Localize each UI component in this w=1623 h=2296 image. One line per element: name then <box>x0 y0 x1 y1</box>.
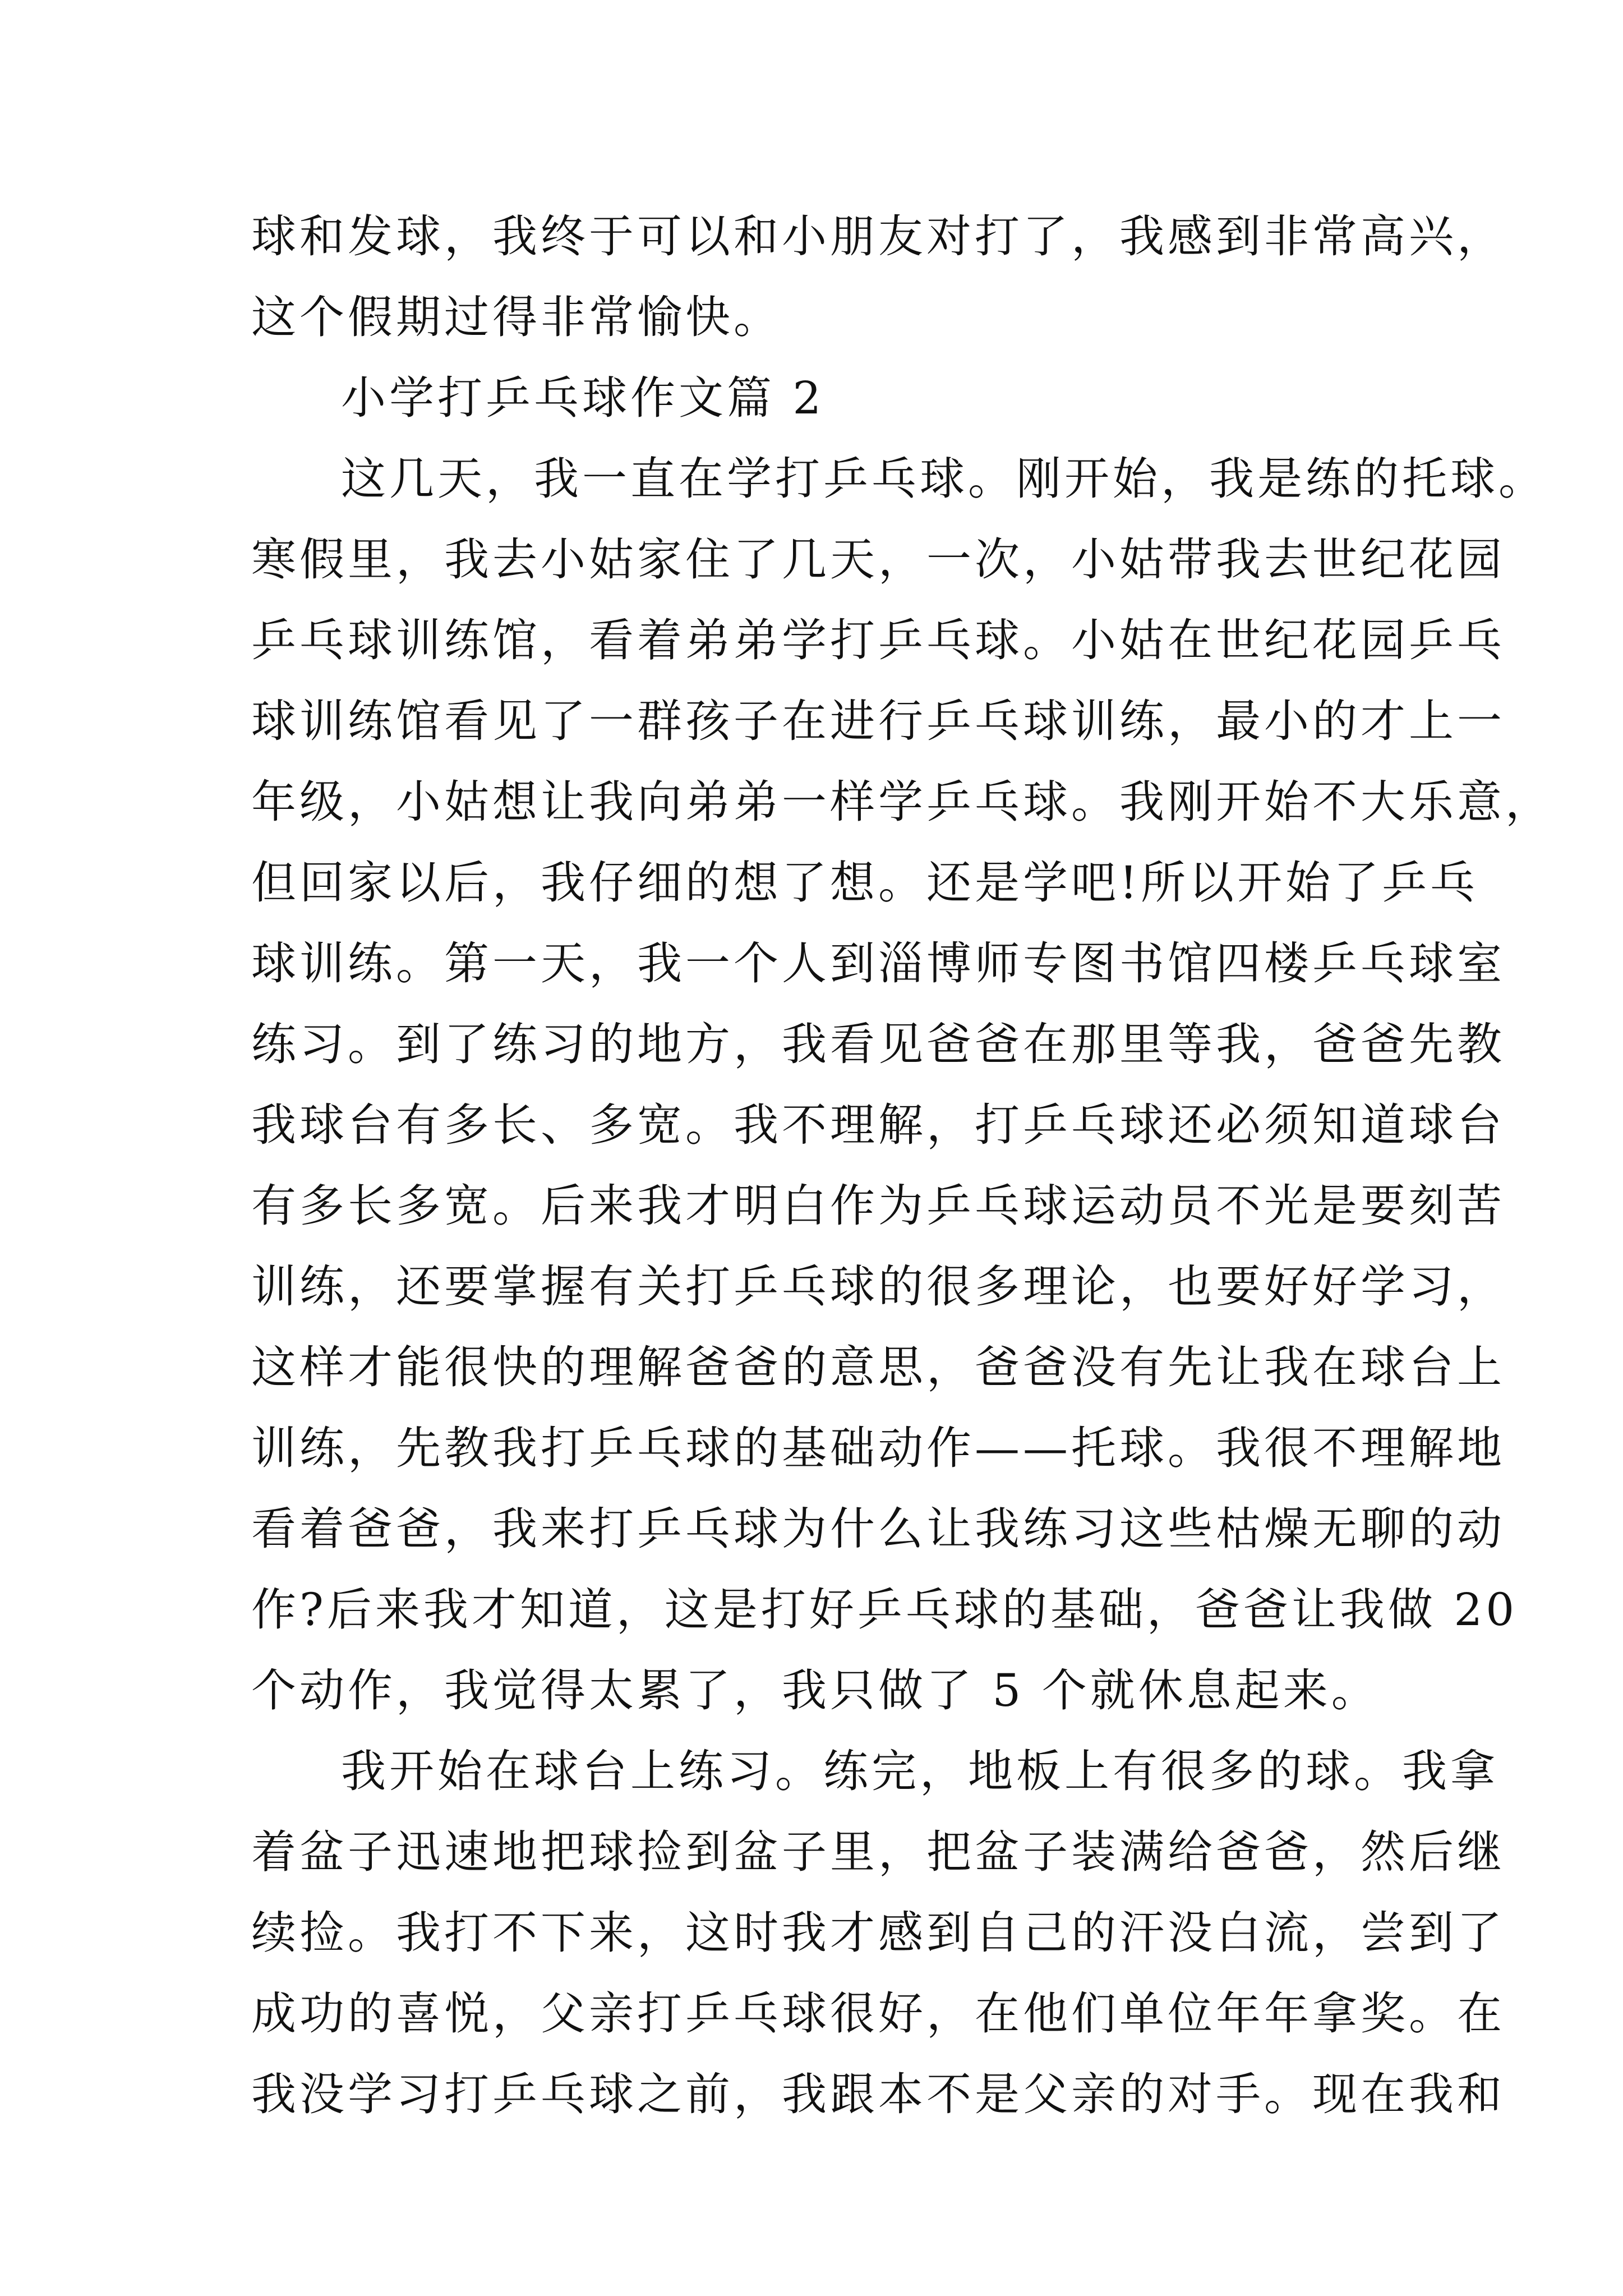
paragraph-line: 这样才能很快的理解爸爸的意思，爸爸没有先让我在球台上 <box>251 1341 1505 1393</box>
paragraph-line: 但回家以后，我仔细的想了想。还是学吧!所以开始了乒乓 <box>251 857 1479 909</box>
paragraph-line: 有多长多宽。后来我才明白作为乒乓球运动员不光是要刻苦 <box>251 1180 1505 1232</box>
paragraph-line: 我开始在球台上练习。练完，地板上有很多的球。我拿 <box>341 1745 1498 1797</box>
section-heading: 小学打乒乓球作文篇 2 <box>341 372 825 424</box>
paragraph-line: 个动作，我觉得太累了，我只做了 5 个就休息起来。 <box>251 1664 1380 1717</box>
paragraph-line: 作?后来我才知道，这是打好乒乓球的基础，爸爸让我做 20 <box>251 1584 1518 1636</box>
paragraph-line: 练习。到了练习的地方，我看见爸爸在那里等我，爸爸先教 <box>251 1018 1505 1070</box>
paragraph-line: 这个假期过得非常愉快。 <box>251 291 782 343</box>
paragraph-line: 寒假里，我去小姑家住了几天，一次，小姑带我去世纪花园 <box>251 533 1505 586</box>
paragraph-line: 球和发球，我终于可以和小朋友对打了，我感到非常高兴， <box>251 210 1505 263</box>
paragraph-line: 续捡。我打不下来，这时我才感到自己的汗没白流，尝到了 <box>251 1907 1505 1959</box>
paragraph-line: 球训练。第一天，我一个人到淄博师专图书馆四楼乒乓球室 <box>251 937 1505 990</box>
paragraph-line: 训练，先教我打乒乓球的基础动作——托球。我很不理解地 <box>251 1422 1505 1474</box>
paragraph-line: 着盆子迅速地把球捡到盆子里，把盆子装满给爸爸，然后继 <box>251 1826 1505 1878</box>
paragraph-line: 看着爸爸，我来打乒乓球为什么让我练习这些枯燥无聊的动 <box>251 1503 1505 1555</box>
paragraph-line: 乒乓球训练馆，看着弟弟学打乒乓球。小姑在世纪花园乒乓 <box>251 614 1505 666</box>
paragraph-line: 训练，还要掌握有关打乒乓球的很多理论，也要好好学习， <box>251 1260 1505 1313</box>
article-body <box>251 196 1553 2135</box>
paragraph-line: 成功的喜悦，父亲打乒乓球很好，在他们单位年年拿奖。在 <box>251 1987 1505 2040</box>
paragraph-line: 球训练馆看见了一群孩子在进行乒乓球训练，最小的才上一 <box>251 695 1505 747</box>
paragraph-line: 这几天，我一直在学打乒乓球。刚开始，我是练的托球。 <box>341 453 1547 505</box>
paragraph-line: 我球台有多长、多宽。我不理解，打乒乓球还必须知道球台 <box>251 1099 1505 1151</box>
paragraph-line: 我没学习打乒乓球之前，我跟本不是父亲的对手。现在我和 <box>251 2068 1505 2120</box>
paragraph-line: 年级，小姑想让我向弟弟一样学乒乓球。我刚开始不大乐意， <box>251 776 1553 828</box>
